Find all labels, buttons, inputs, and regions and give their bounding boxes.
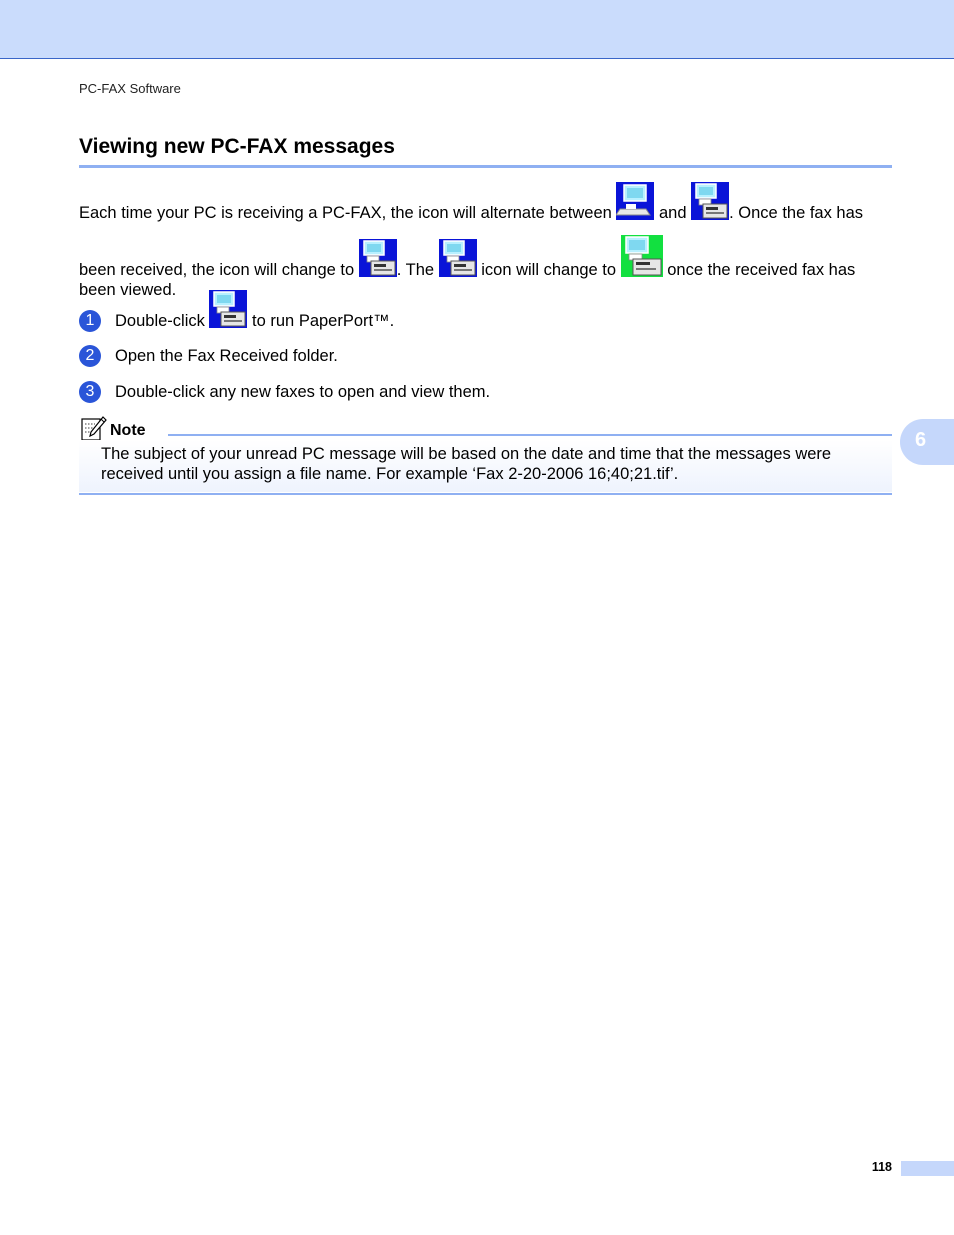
note-bottom-rule xyxy=(79,493,892,495)
intro-line-2 xyxy=(79,235,899,280)
page-number: 118 xyxy=(871,1160,892,1174)
step-text-after: to run PaperPort™. xyxy=(247,312,395,330)
intro-text: Each time your PC is receiving a PC-FAX, the icon will alternate between xyxy=(79,204,617,222)
pc-fax-viewed-icon xyxy=(621,235,663,277)
step-number-badge: 2 xyxy=(79,345,101,367)
step-1 xyxy=(79,290,394,332)
pc-fax-icon xyxy=(439,239,477,277)
step-text xyxy=(115,290,394,332)
step-number-badge: 1 xyxy=(79,310,101,332)
intro-text: icon will change to xyxy=(476,261,621,279)
chapter-tab xyxy=(900,419,954,465)
pc-fax-icon xyxy=(209,290,247,328)
intro-text: . The xyxy=(396,261,439,279)
running-header: PC-FAX Software xyxy=(79,81,181,96)
intro-text: and xyxy=(654,204,692,222)
pc-receiving-icon xyxy=(616,182,654,220)
chapter-number: 6 xyxy=(915,429,927,451)
note-top-rule xyxy=(168,434,892,436)
pc-fax-icon xyxy=(691,182,729,220)
note-text: The subject of your unread PC message will be based on the date and time that the messages were received until you assign a file name. For example ‘Fax 2-20-2006 16;40;21.tif’. xyxy=(101,445,832,483)
step-2 xyxy=(79,345,338,367)
intro-paragraph xyxy=(79,182,899,300)
note-pencil-icon xyxy=(81,416,107,442)
step-3 xyxy=(79,381,490,403)
intro-text: . Once the fax has xyxy=(729,204,864,222)
step-text-before: Double-click xyxy=(115,312,210,330)
intro-line-1 xyxy=(79,182,899,223)
intro-text: once the received fax has xyxy=(662,261,856,279)
top-header-band xyxy=(0,0,954,59)
step-number-badge: 3 xyxy=(79,381,101,403)
step-text: Open the Fax Received folder. xyxy=(115,347,338,365)
footer-bar xyxy=(901,1161,954,1176)
step-text: Double-click any new faxes to open and view them. xyxy=(115,383,491,401)
section-title: Viewing new PC-FAX messages xyxy=(79,135,395,158)
intro-text: been viewed. xyxy=(79,281,177,299)
pc-fax-icon xyxy=(359,239,397,277)
intro-text: been received, the icon will change to xyxy=(79,261,359,279)
title-rule xyxy=(79,165,892,168)
note-label: Note xyxy=(110,422,146,439)
